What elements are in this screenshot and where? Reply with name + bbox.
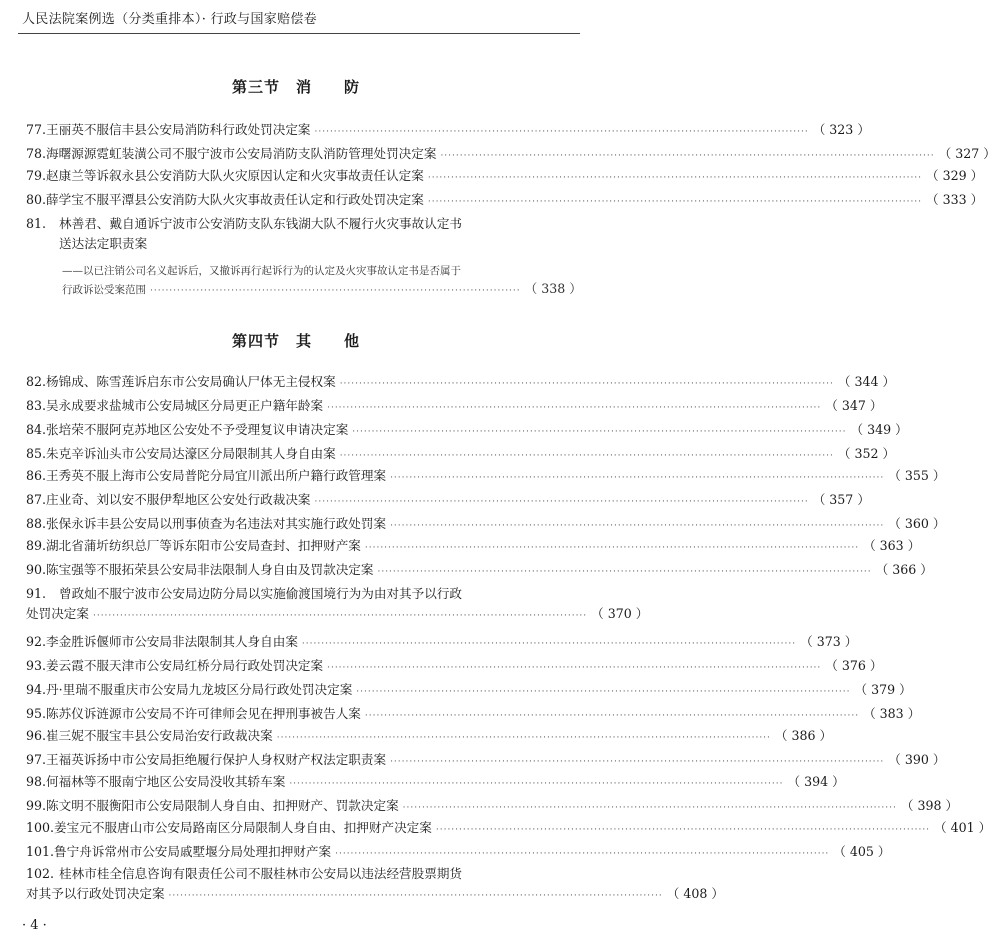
entry-title: 王丽英不服信丰县公安局消防科行政处罚决定案 <box>46 122 311 137</box>
leader-dots: ································································································································ <box>327 663 822 673</box>
leader-dots: ································································································································ <box>402 803 897 813</box>
entry-title: 王秀英不服上海市公安局普陀分局宜川派出所户籍行政管理案 <box>46 468 387 483</box>
toc-entry <box>26 632 858 654</box>
page-ref: （ 355 ） <box>888 468 946 483</box>
leader-dots: ································································································································ <box>435 825 931 835</box>
entry-81-subtitle <box>62 262 582 300</box>
entry-number: 82. <box>26 374 47 389</box>
entry-number: 102. <box>26 866 55 881</box>
entry-number: 95. <box>26 706 47 721</box>
entry-number: 88. <box>26 516 47 531</box>
entry-number: 83. <box>26 398 47 413</box>
entry-number: 81. <box>26 216 47 231</box>
running-header: 人民法院案例选（分类重排本）· 行政与国家赔偿卷 <box>22 12 317 27</box>
page-ref: （ 363 ） <box>863 538 921 553</box>
entry-title: 姜宝元不服唐山市公安局路南区分局限制人身自由、扣押财产决定案 <box>54 820 432 835</box>
leader-dots: ································································································································ <box>377 567 872 577</box>
entry-title: 杨锦成、陈雪莲诉启东市公安局确认尸体无主侵权案 <box>46 374 336 389</box>
leader-dots: ································································································································ <box>289 779 784 789</box>
toc-entry <box>26 166 984 188</box>
page-ref: （ 327 ） <box>938 146 996 161</box>
entry-number: 77. <box>26 122 47 137</box>
page-ref: （ 408 ） <box>666 886 724 901</box>
toc-entry <box>26 396 883 418</box>
entry-number: 87. <box>26 492 47 507</box>
entry-number: 100. <box>26 820 55 835</box>
leader-dots: ································································································································ <box>427 197 923 207</box>
entry-number: 96. <box>26 728 47 743</box>
leader-dots: ································································································································ <box>314 127 809 137</box>
toc-entry <box>26 796 959 818</box>
page-ref: （ 370 ） <box>591 606 649 621</box>
toc-entry <box>26 514 946 536</box>
leader-dots: ································································································································ <box>301 639 797 649</box>
entry-number: 101. <box>26 844 55 859</box>
entry-title: 庄业奇、刘以安不服伊犁地区公安处行政裁决案 <box>46 492 311 507</box>
entry-number: 98. <box>26 774 47 789</box>
entry-number: 93. <box>26 658 47 673</box>
page-ref: （ 347 ） <box>825 398 883 413</box>
section-title-fire: 第三节 消 防 <box>231 78 360 96</box>
toc-entry <box>26 726 833 748</box>
entry-number: 91. <box>26 586 47 601</box>
header-rule <box>18 33 580 34</box>
toc-entry <box>26 704 921 726</box>
leader-dots: ································································································································ <box>356 687 851 697</box>
toc-entry <box>26 490 870 512</box>
entry-number: 99. <box>26 798 47 813</box>
entry-title: 张保永诉丰县公安局以刑事侦查为名违法对其实施行政处罚案 <box>46 516 387 531</box>
toc-entry <box>26 466 946 488</box>
toc-entry <box>26 444 896 466</box>
toc-entry <box>26 120 870 142</box>
leader-dots: ································································································································ <box>352 427 847 437</box>
entry-number: 97. <box>26 752 47 767</box>
toc-entry <box>26 750 946 772</box>
entry-title: 张培荣不服阿克苏地区公安处不予受理复议申请决定案 <box>46 422 349 437</box>
entry-title: 何福林等不服南宁地区公安局没收其轿车案 <box>46 774 286 789</box>
entry-number: 89. <box>26 538 47 553</box>
entry-title: 湖北省蒲圻纺织总厂等诉东阳市公安局查封、扣押财产案 <box>46 538 361 553</box>
entry-title: 陈文明不服衡阳市公安局限制人身自由、扣押财产、罚款决定案 <box>46 798 399 813</box>
leader-dots: ································································································································ <box>364 543 860 553</box>
leader-dots: ································································································································ <box>339 379 834 389</box>
leader-dots: ································································································································ <box>390 757 885 767</box>
entry-title: 送达法定职责案 <box>59 236 148 251</box>
leader-dots: ································································································································ <box>276 733 771 743</box>
page-ref: （ 386 ） <box>774 728 833 743</box>
page-ref: （ 349 ） <box>850 422 908 437</box>
entry-title: 朱克辛诉汕头市公安局达濠区分局限制其人身自由案 <box>46 446 336 461</box>
page-ref: （ 344 ） <box>837 374 896 389</box>
note-line-1: ——以已注销公司名义起诉后，又撤诉再行起诉行为的认定及火灾事故认定书是否属于 <box>62 265 461 277</box>
entry-number: 90. <box>26 562 47 577</box>
entry-title: 崔三妮不服宝丰县公安局治安行政裁决案 <box>46 728 273 743</box>
toc-entry <box>26 818 992 840</box>
page-ref: （ 379 ） <box>854 682 912 697</box>
toc-entry <box>26 190 984 212</box>
entry-title: 吴永成要求盐城市公安局城区分局更正户籍年龄案 <box>46 398 324 413</box>
entry-number: 86. <box>26 468 47 483</box>
toc-entry <box>26 656 883 678</box>
toc-entry <box>26 680 912 702</box>
page-ref: （ 376 ） <box>825 658 883 673</box>
page-ref: （ 383 ） <box>863 706 921 721</box>
leader-dots: ································································································································ <box>427 173 923 183</box>
entry-number: 80. <box>26 192 47 207</box>
page-ref: （ 373 ） <box>800 634 858 649</box>
page-number: · 4 · <box>22 918 47 933</box>
page-ref: （ 329 ） <box>926 168 984 183</box>
page-ref: （ 366 ） <box>875 562 933 577</box>
entry-title: 对其予以行政处罚决定案 <box>26 886 165 901</box>
entry-title: 姜云霞不服天津市公安局红桥分局行政处罚决定案 <box>46 658 324 673</box>
page-ref: （ 405 ） <box>833 844 891 859</box>
page-ref: （ 398 ） <box>900 798 959 813</box>
entry-number: 92. <box>26 634 47 649</box>
leader-dots: ································································································································ <box>92 611 588 621</box>
toc-entry <box>26 772 845 794</box>
leader-dots: ································································································································ <box>335 849 830 859</box>
entry-title: 赵康兰等诉叙永县公安消防大队火灾原因认定和火灾事故责任认定案 <box>46 168 424 183</box>
leader-dots: ································································································ <box>150 286 521 296</box>
entry-title: 李金胜诉偃师市公安局非法限制其人身自由案 <box>46 634 298 649</box>
entry-title: 鲁宁舟诉常州市公安局戚墅堰分局处理扣押财产案 <box>54 844 332 859</box>
leader-dots: ································································································································ <box>314 497 809 507</box>
leader-dots: ································································································································ <box>440 151 935 161</box>
entry-title: 曾政灿不服宁波市公安局边防分局以实施偷渡国境行为为由对其予以行政 <box>59 586 462 601</box>
toc-entry <box>26 420 908 442</box>
leader-dots: ································································································································ <box>390 521 885 531</box>
leader-dots: ································································································································ <box>339 451 834 461</box>
toc-entry <box>26 560 933 582</box>
page-ref: （ 357 ） <box>812 492 870 507</box>
page-ref: （ 360 ） <box>888 516 946 531</box>
page-ref: （ 401 ） <box>934 820 992 835</box>
entry-title: 林善君、戴自通诉宁波市公安消防支队东钱湖大队不履行火灾事故认定书 <box>59 216 462 231</box>
entry-number: 94. <box>26 682 47 697</box>
toc-entry <box>26 842 891 864</box>
page-ref: （ 390 ） <box>888 752 946 767</box>
toc-entry <box>26 584 649 626</box>
leader-dots: ································································································································ <box>168 891 663 901</box>
page-ref: （ 352 ） <box>837 446 896 461</box>
toc-entry <box>26 144 996 166</box>
toc-entry <box>26 214 576 254</box>
entry-number: 85. <box>26 446 47 461</box>
entry-number: 84. <box>26 422 47 437</box>
toc-entry <box>26 372 896 394</box>
toc-entry <box>26 536 921 558</box>
page-ref: （ 394 ） <box>787 774 845 789</box>
toc-entry <box>26 864 724 906</box>
page-ref: （ 323 ） <box>812 122 870 137</box>
entry-title: 王福英诉扬中市公安局拒绝履行保护人身权财产权法定职责案 <box>46 752 387 767</box>
entry-title: 处罚决定案 <box>26 606 89 621</box>
page-ref: （ 338 ） <box>524 281 582 296</box>
entry-title: 陈宝强等不服拓荣县公安局非法限制人身自由及罚款决定案 <box>46 562 374 577</box>
section-title-other: 第四节 其 他 <box>231 332 360 350</box>
leader-dots: ································································································································ <box>327 403 822 413</box>
entry-number: 78. <box>26 146 47 161</box>
leader-dots: ································································································································ <box>390 473 885 483</box>
entry-title: 桂林市桂全信息咨询有限责任公司不服桂林市公安局以违法经营股票期货 <box>59 866 462 881</box>
entry-title: 丹·里瑞不服重庆市公安局九龙坡区分局行政处罚决定案 <box>46 682 353 697</box>
entry-number: 79. <box>26 168 47 183</box>
page-ref: （ 333 ） <box>926 192 984 207</box>
note-line-2: 行政诉讼受案范围 <box>62 284 146 296</box>
leader-dots: ································································································································ <box>364 711 860 721</box>
entry-title: 薛学宝不服平潭县公安消防大队火灾事故责任认定和行政处罚决定案 <box>46 192 424 207</box>
entry-title: 海曙源源霓虹装潢公司不服宁波市公安局消防支队消防管理处罚决定案 <box>46 146 437 161</box>
entry-title: 陈苏仪诉涟源市公安局不许可律师会见在押刑事被告人案 <box>46 706 361 721</box>
